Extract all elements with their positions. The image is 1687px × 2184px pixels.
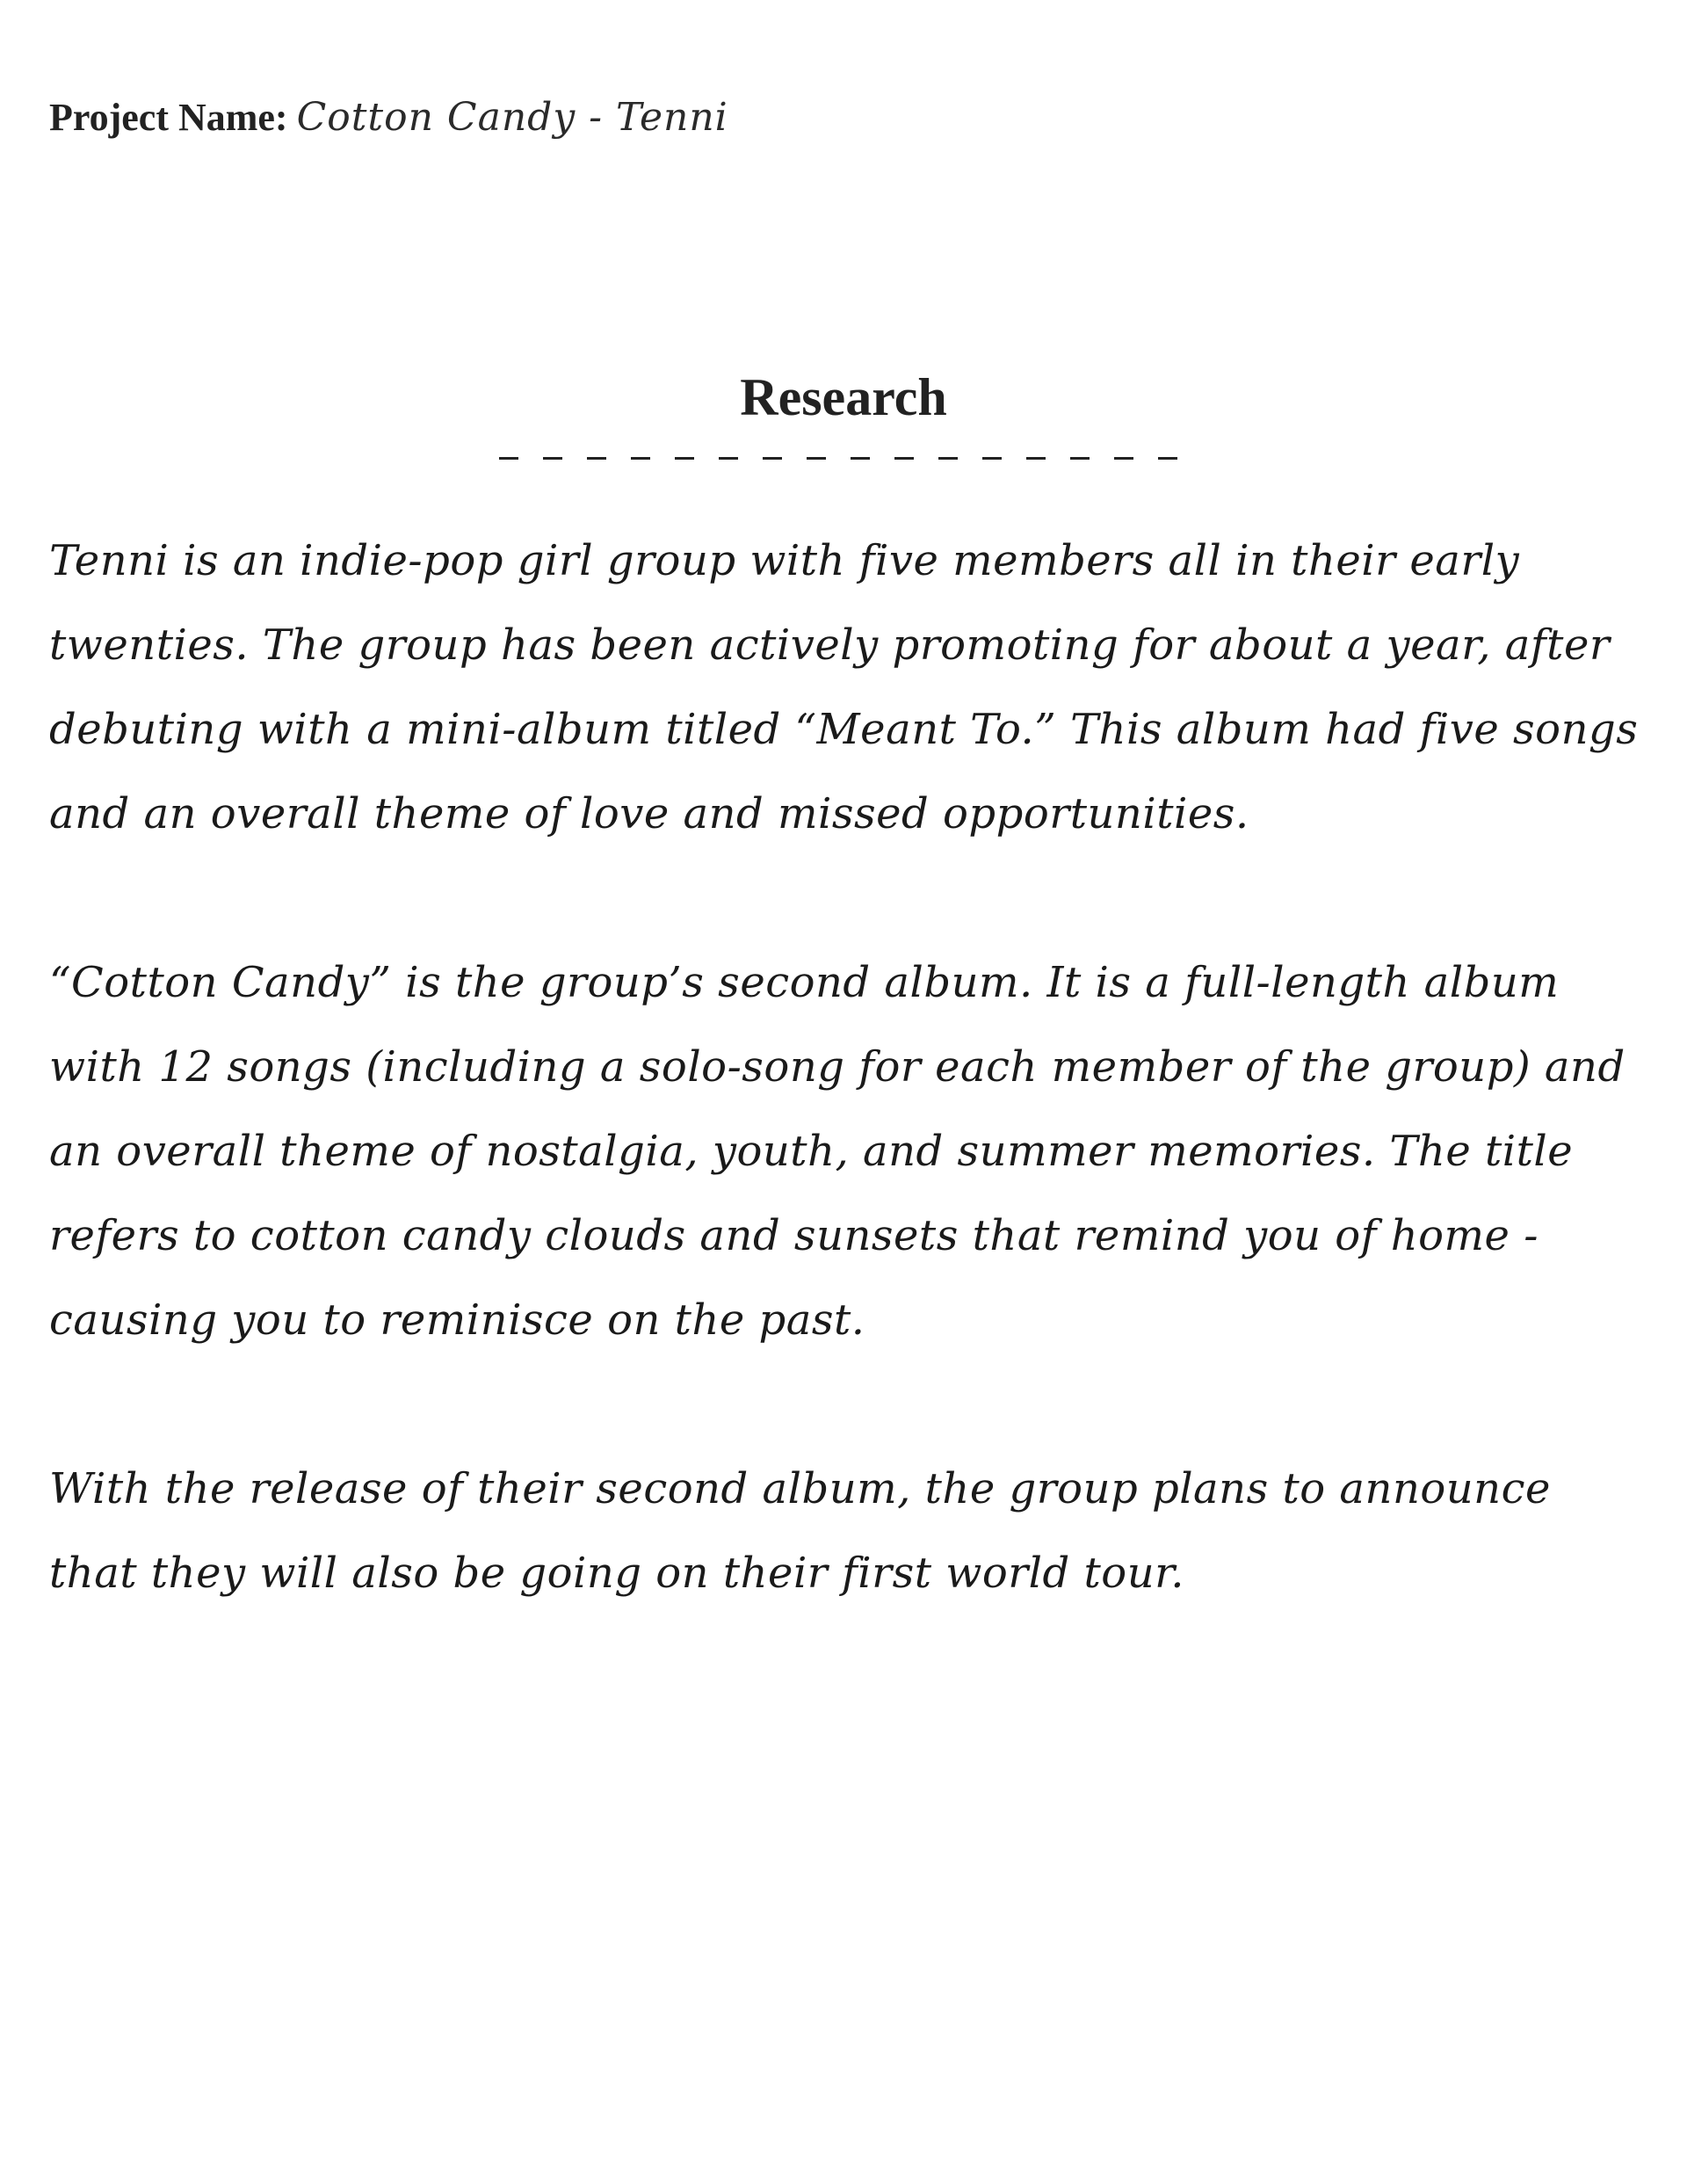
project-name-value: Cotton Candy - Tenni [296,95,728,140]
research-paragraph-1: Tenni is an indie-pop girl group with five members all in their early twenties. The group has been actively promoting for about a year, after debuting with a mini-album titled “Meant To.” This album had five songs and an overall theme of love and missed opportunities. [49,536,1639,838]
research-body [49,519,1640,1615]
title-dashed-rule [499,457,1193,460]
section-title: Research [740,368,947,426]
project-name-label: Project Name: [49,96,288,139]
research-paragraph-2: “Cotton Candy” is the group’s second album. It is a full-length album with 12 songs (including a solo-song for each member of the group) and an overall theme of nostalgia, youth, and summer memories. The title refers to cotton candy clouds and sunsets that remind you of home - causing you to reminisce on the past. [49,958,1625,1345]
project-name-line [49,95,728,140]
research-paragraph-3: With the release of their second album, the group plans to announce that they will also be going on their first world tour. [49,1464,1551,1598]
